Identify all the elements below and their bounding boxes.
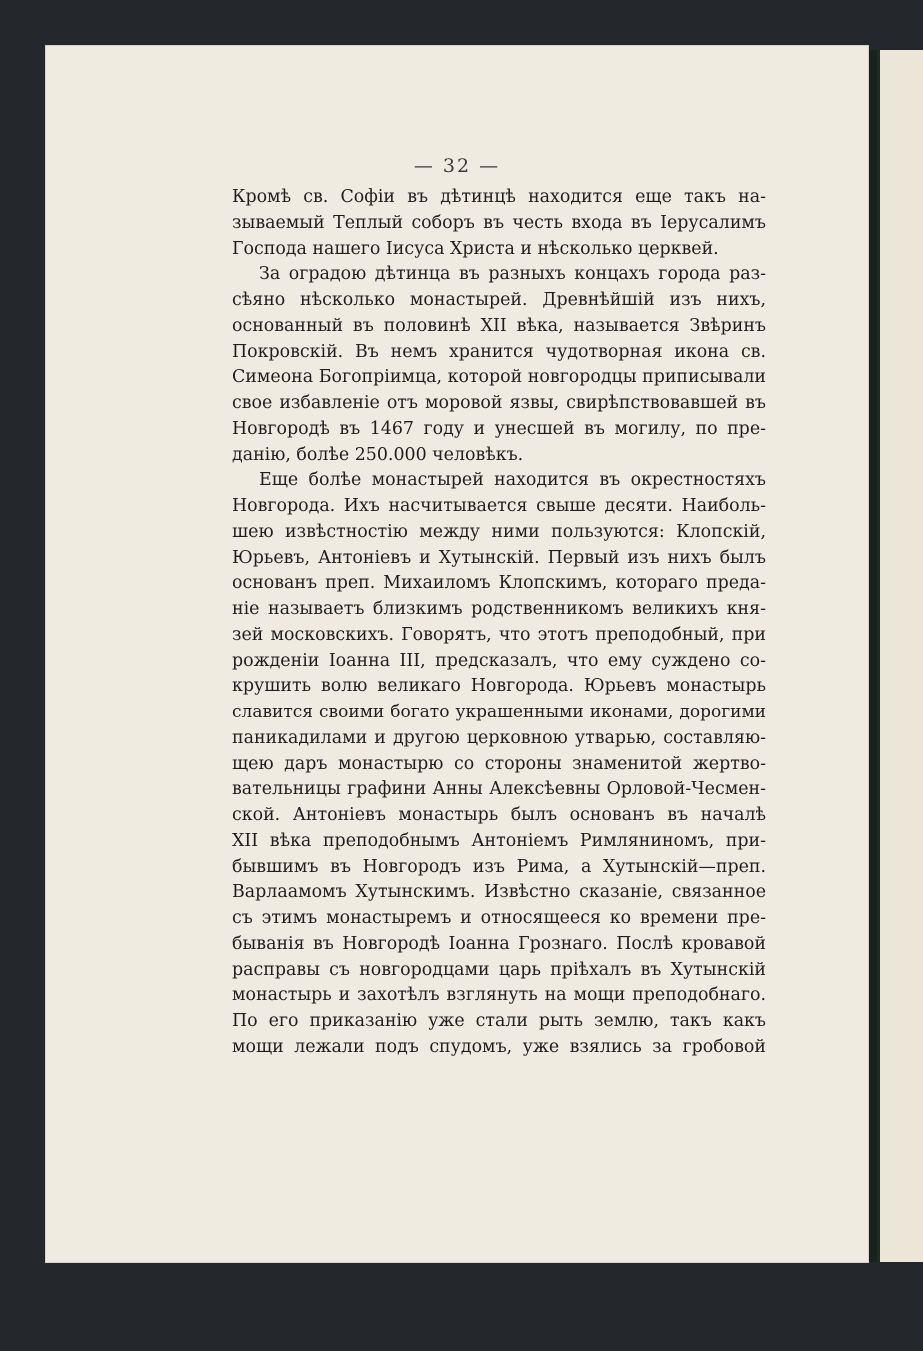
text-line: ской. Антоніевъ монастырь былъ основанъ въ началѣ xyxy=(232,805,766,825)
book-spine xyxy=(869,50,877,1262)
text-line: ніе называетъ близкимъ родственникомъ великихъ кня- xyxy=(232,599,766,619)
text-line: монастырь и захотѣлъ взглянуть на мощи преподобнаго. xyxy=(232,985,766,1006)
text-line: свое избавленіе отъ моровой язвы, свирѣпствовавшей въ xyxy=(232,393,766,413)
text-line: Кромѣ св. Софіи въ дѣтинцѣ находится еще такъ на- xyxy=(232,187,766,207)
book-page xyxy=(45,45,869,1263)
text-line: мощи лежали подъ спудомъ, уже взялись за гробовой xyxy=(232,1036,766,1057)
text-line: По его приказанію уже стали рыть землю, такъ какъ xyxy=(232,1011,766,1031)
text-line: вательницы графини Анны Алексѣевны Орловой-Чесмен- xyxy=(232,779,766,800)
text-line: основанный въ половинѣ XII вѣка, называется Звѣринъ xyxy=(232,315,766,336)
text-line: За оградою дѣтинца въ разныхъ концахъ города раз- xyxy=(259,264,766,285)
text-line: основанъ преп. Михаиломъ Клопскимъ, котораго преда- xyxy=(232,573,766,594)
text-line: Еще болѣе монастырей находится въ окрестностяхъ xyxy=(259,470,766,491)
text-line: съ этимъ монастыремъ и относящееся ко времени пре- xyxy=(232,908,766,928)
text-line: сѣяно нѣсколько монастырей. Древнѣйшій изъ нихъ, xyxy=(232,290,766,310)
text-line: Новгорода. Ихъ насчитывается свыше десяти. Наиболь- xyxy=(232,496,766,516)
text-line: шею извѣстностію между ними пользуются: Клопскій, xyxy=(232,521,766,542)
text-line: Господа нашего Іисуса Христа и нѣсколько церквей. xyxy=(232,238,719,259)
text-line: зей московскихъ. Говорятъ, что этотъ преподобный, при xyxy=(232,624,766,645)
text-line: расправы съ новгородцами царь пріѣхалъ въ Хутынскій xyxy=(232,959,766,980)
text-line: крушить волю великаго Новгорода. Юрьевъ монастырь xyxy=(232,676,766,697)
text-line: быванія въ Новгородѣ Іоанна Грознаго. Послѣ кровавой xyxy=(232,933,766,954)
text-line: Покровскій. Въ немъ хранится чудотворная икона св. xyxy=(232,341,766,362)
text-line: XII вѣка преподобнымъ Антоніемъ Римляниномъ, при- xyxy=(232,830,766,851)
text-line: Юрьевъ, Антоніевъ и Хутынскій. Первый изъ нихъ былъ xyxy=(232,547,766,568)
text-line: Варлаамомъ Хутынскимъ. Извѣстно сказаніе, связанное xyxy=(232,882,766,903)
page-body-text xyxy=(232,185,766,1061)
text-line: бывшимъ въ Новгородъ изъ Рима, а Хутынскій—преп. xyxy=(232,856,766,877)
text-line: щею даръ монастырю со стороны знаменитой жертво- xyxy=(232,753,766,774)
text-line: Симеона Богопріимца, которой новгородцы приписывали xyxy=(232,367,766,388)
adjacent-page-edge xyxy=(877,50,923,1262)
text-line: Новгородѣ въ 1467 году и унесшей въ могилу, по пре- xyxy=(232,418,766,439)
text-line: зываемый Теплый соборъ въ честь входа въ Іерусалимъ xyxy=(232,212,766,233)
text-line: паникадилами и другою церковною утварью, составляю- xyxy=(232,727,766,748)
text-line: данію, болѣе 250.000 человѣкъ. xyxy=(232,444,524,465)
page-number: — 32 — xyxy=(413,155,501,177)
text-line: славится своими богато украшенными иконами, дорогими xyxy=(232,702,766,722)
text-line: рожденіи Іоанна III, предсказалъ, что ему суждено со- xyxy=(232,650,766,671)
